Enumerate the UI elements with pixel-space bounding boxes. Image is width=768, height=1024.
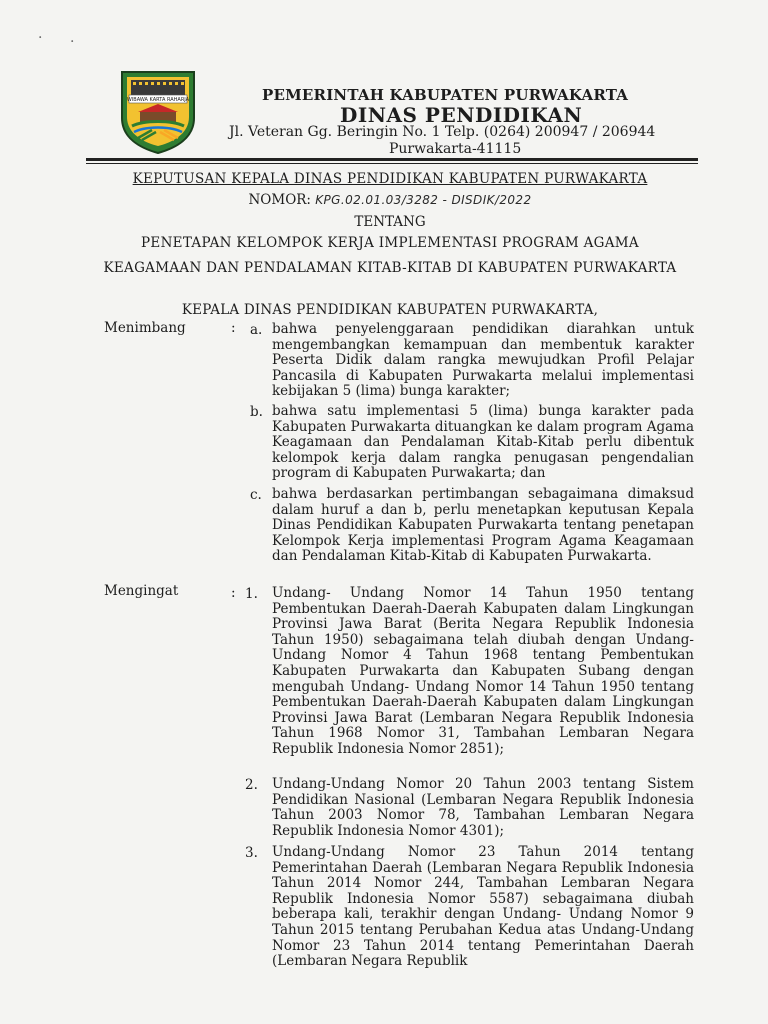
menimbang-item-c: bahwa berdasarkan pertimbangan sebagaimana dimaksud dalam huruf a dan b, perlu menetapkan keputusan Kepala Dinas Pendidikan Kabupaten Purwakarta tentang penetapan Kelompok Kerja implementasi Program Agama Keagamaan dan Pendalaman Kitab-Kitab di Kabupaten Purwakarta. xyxy=(272,486,694,565)
menimbang-label: Menimbang xyxy=(104,320,186,336)
office-city-postcode: Purwakarta-41115 xyxy=(389,141,522,157)
letterhead-rule-thick xyxy=(86,158,698,161)
mengingat-colon: : xyxy=(231,585,236,601)
scan-speck: · xyxy=(38,30,43,46)
department-name: DINAS PENDIDIKAN xyxy=(340,103,583,127)
mengingat-item-2: Undang-Undang Nomor 20 Tahun 2003 tentang Sistem Pendidikan Nasional (Lembaran Negara Republik Indonesia Tahun 2003 Nomor 78, Tambahan Lembaran Negara Republik Indonesia Nomor 4301); xyxy=(272,776,694,839)
office-address: Jl. Veteran Gg. Beringin No. 1 Telp. (0264) 200947 / 206944 xyxy=(229,124,656,140)
menimbang-item-a: bahwa penyelenggaraan pendidikan diarahkan untuk mengembangkan kemampuan dan membentuk karakter Peserta Didik dalam rangka mewujudkan Profil Pelajar Pancasila di Kabupaten Purwakarta melalui implementasi kebijakan 5 (lima) bunga karakter; xyxy=(272,321,694,400)
mengingat-marker-1: 1. xyxy=(245,586,258,602)
menimbang-marker-a: a. xyxy=(250,322,263,338)
mengingat-marker-3: 3. xyxy=(245,845,258,861)
mengingat-marker-2: 2. xyxy=(245,777,258,793)
decree-number-value: KPG.02.01.03/3282 - DISDIK/2022 xyxy=(315,193,532,207)
menimbang-marker-c: c. xyxy=(250,487,262,503)
scan-speck: · xyxy=(70,34,75,50)
menimbang-marker-b: b. xyxy=(250,404,263,420)
logo-ribbon-text: WIBAWA KARTA RAHARJA xyxy=(126,97,190,103)
mengingat-item-3: Undang-Undang Nomor 23 Tahun 2014 tentang Pemerintahan Daerah (Lembaran Negara Republik Indonesia Tahun 2014 Nomor 244, Tambahan Lembaran Negara Republik Indonesia Nomor 5587) sebagaimana diubah beberapa kali, terakhir dengan Undang- Undang Nomor 9 Tahun 2015 tentang Perubahan Kedua atas Undang-Undang Nomor 23 Tahun 2014 tentang Pemerintahan Daerah (Lembaran Negara Republik xyxy=(272,844,694,970)
issuer-heading: KEPALA DINAS PENDIDIKAN KABUPATEN PURWAKARTA, xyxy=(181,302,599,318)
about-heading: TENTANG xyxy=(354,214,426,230)
regency-emblem-logo xyxy=(118,68,198,154)
letterhead-rule-thin xyxy=(86,163,698,164)
government-name: PEMERINTAH KABUPATEN PURWAKARTA xyxy=(262,86,629,104)
decree-number xyxy=(60,192,720,208)
subject-line-1: PENETAPAN KELOMPOK KERJA IMPLEMENTASI PROGRAM AGAMA xyxy=(141,235,639,251)
decree-title: KEPUTUSAN KEPALA DINAS PENDIDIKAN KABUPATEN PURWAKARTA xyxy=(132,171,648,187)
menimbang-item-b: bahwa satu implementasi 5 (lima) bunga karakter pada Kabupaten Purwakarta dituangkan ke dalam program Agama Keagamaan dan Pendalaman Kitab-Kitab perlu dibentuk kelompok kerja dalam rangka penugasan pengendalian program di Kabupaten Purwakarta; dan xyxy=(272,403,694,482)
mengingat-label: Mengingat xyxy=(104,583,179,599)
decree-number-label: NOMOR: xyxy=(248,192,311,208)
subject-line-2: KEAGAMAAN DAN PENDALAMAN KITAB-KITAB DI KABUPATEN PURWAKARTA xyxy=(103,260,677,276)
menimbang-colon: : xyxy=(231,320,236,336)
mengingat-item-1: Undang- Undang Nomor 14 Tahun 1950 tentang Pembentukan Daerah-Daerah Kabupaten dalam Lingkungan Provinsi Jawa Barat (Berita Negara Republik Indonesia Tahun 1950) sebagaimana telah diubah dengan Undang- Undang Nomor 4 Tahun 1968 tentang Pembentukan Kabupaten Purwakarta dan Kabupaten Subang dengan mengubah Undang- Undang Nomor 14 Tahun 1950 tentang Pembentukan Daerah-Daerah Kabupaten dalam Lingkungan Provinsi Jawa Barat (Lembaran Negara Republik Indonesia Tahun 1968 Nomor 31, Tambahan Lembaran Negara Republik Indonesia Nomor 2851); xyxy=(272,585,694,757)
